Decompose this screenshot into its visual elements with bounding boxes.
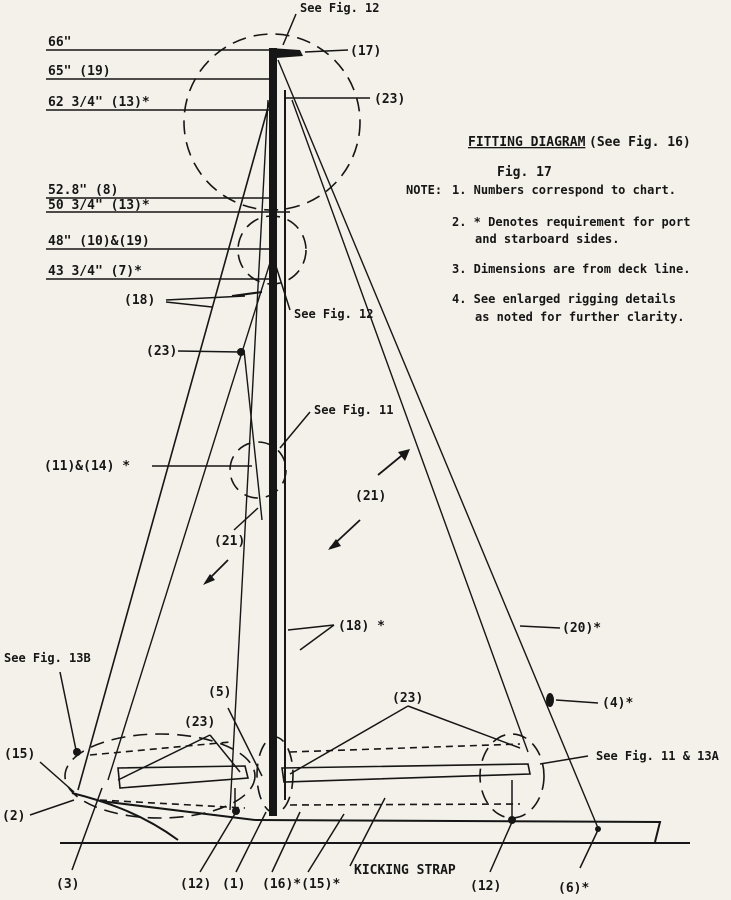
jib-boom — [118, 766, 248, 788]
callout-23-top: (23) — [374, 92, 406, 107]
ref-fig12-top: See Fig. 12 — [300, 1, 380, 15]
callout-1: (1) — [222, 877, 246, 892]
callout-23-right: (23) — [392, 691, 424, 706]
note-2b: and starboard sides. — [475, 232, 620, 246]
leader-fig13b — [60, 672, 76, 750]
main-leech — [292, 100, 528, 752]
callout-21-right: (21) — [355, 489, 387, 504]
note-4a: 4. See enlarged rigging details — [452, 292, 676, 306]
leader-18b — [166, 302, 212, 307]
leader-6 — [580, 830, 598, 868]
notes-label: NOTE: — [406, 183, 443, 197]
leader-12-right — [490, 822, 512, 872]
note-3: 3. Dimensions are from deck line. — [452, 262, 691, 276]
callout-15: (15) — [4, 747, 36, 762]
leader-2 — [30, 800, 74, 815]
callout-3: (3) — [56, 877, 80, 892]
leader-20 — [520, 626, 560, 628]
leader-4 — [556, 700, 598, 703]
label-kicking-strap: KICKING STRAP — [354, 863, 456, 878]
detail-circle-spreader — [230, 442, 286, 498]
leader-kicking-strap — [350, 798, 385, 866]
jib-stay — [108, 250, 274, 780]
notes-block — [406, 135, 691, 324]
callout-5: (5) — [208, 685, 232, 700]
height-66: 66" — [48, 35, 72, 50]
leader-15 — [40, 762, 74, 792]
ref-fig11-13a: See Fig. 11 & 13A — [596, 749, 719, 763]
dot-12-left — [232, 807, 240, 815]
dot-4 — [546, 693, 554, 707]
callout-18-star: (18) * — [338, 619, 385, 634]
callout-20: (20)* — [562, 621, 602, 636]
height-43: 43 3/4" (7)* — [48, 264, 142, 279]
height-62: 62 3/4" (13)* — [48, 95, 150, 110]
leader-18a — [166, 296, 245, 300]
arrow-21-up-head — [398, 449, 410, 461]
dot-6 — [595, 826, 601, 832]
figure-references — [4, 1, 720, 763]
leader-17 — [305, 50, 348, 52]
notes-title: FITTING DIAGRAM — [468, 135, 586, 150]
callout-23-left: (23) — [184, 715, 216, 730]
height-65: 65" (19) — [48, 64, 111, 79]
ref-fig12-mid: See Fig. 12 — [294, 307, 374, 321]
leader-fig11-13a — [540, 756, 588, 764]
leader-23-right-a — [290, 706, 408, 774]
mast — [269, 48, 303, 816]
sail-arrows — [203, 449, 410, 585]
note-4b: as noted for further clarity. — [475, 310, 685, 324]
callout-17: (17) — [350, 44, 382, 59]
detail-circle-bow — [65, 734, 255, 818]
leader-23-left-a — [118, 735, 210, 780]
leader-23-right-b — [408, 706, 520, 748]
dot-12-right — [508, 816, 516, 824]
notes-title-ref: (See Fig. 16) — [589, 135, 691, 150]
callout-2: (2) — [2, 809, 26, 824]
ref-fig13b: See Fig. 13B — [4, 651, 91, 665]
note-1: 1. Numbers correspond to chart. — [452, 183, 676, 197]
detail-circles — [65, 34, 544, 818]
main-boom — [282, 764, 530, 782]
notes-figure: Fig. 17 — [497, 165, 552, 180]
callout-6: (6)* — [558, 881, 590, 896]
callout-12-left: (12) — [180, 877, 212, 892]
callout-21-left: (21) — [214, 534, 246, 549]
jib-foot-dash — [90, 742, 230, 755]
dot-23-mid — [237, 348, 245, 356]
height-50: 50 3/4" (13)* — [48, 198, 150, 213]
note-2a: 2. * Denotes requirement for port — [452, 215, 691, 229]
height-labels — [48, 35, 150, 279]
leader-23-mid — [178, 351, 240, 352]
callout-23-mid: (23) — [146, 344, 178, 359]
callout-4: (4)* — [602, 696, 634, 711]
mast-spar — [269, 48, 277, 816]
callout-18: (18) — [124, 293, 156, 308]
callout-11-14: (11)&(14) * — [44, 459, 131, 474]
bow-curve — [72, 793, 178, 840]
main-under-dash — [290, 804, 520, 805]
leader-3 — [72, 788, 102, 870]
height-52: 52.8" (8) — [48, 183, 119, 198]
height-48: 48" (10)&(19) — [48, 234, 150, 249]
ref-fig11: See Fig. 11 — [314, 403, 394, 417]
leader-fig12-top — [283, 14, 296, 45]
callout-16-15: (16)*(15)* — [262, 877, 341, 892]
callout-12-right: (12) — [470, 879, 502, 894]
dot-fig13b — [73, 748, 81, 756]
